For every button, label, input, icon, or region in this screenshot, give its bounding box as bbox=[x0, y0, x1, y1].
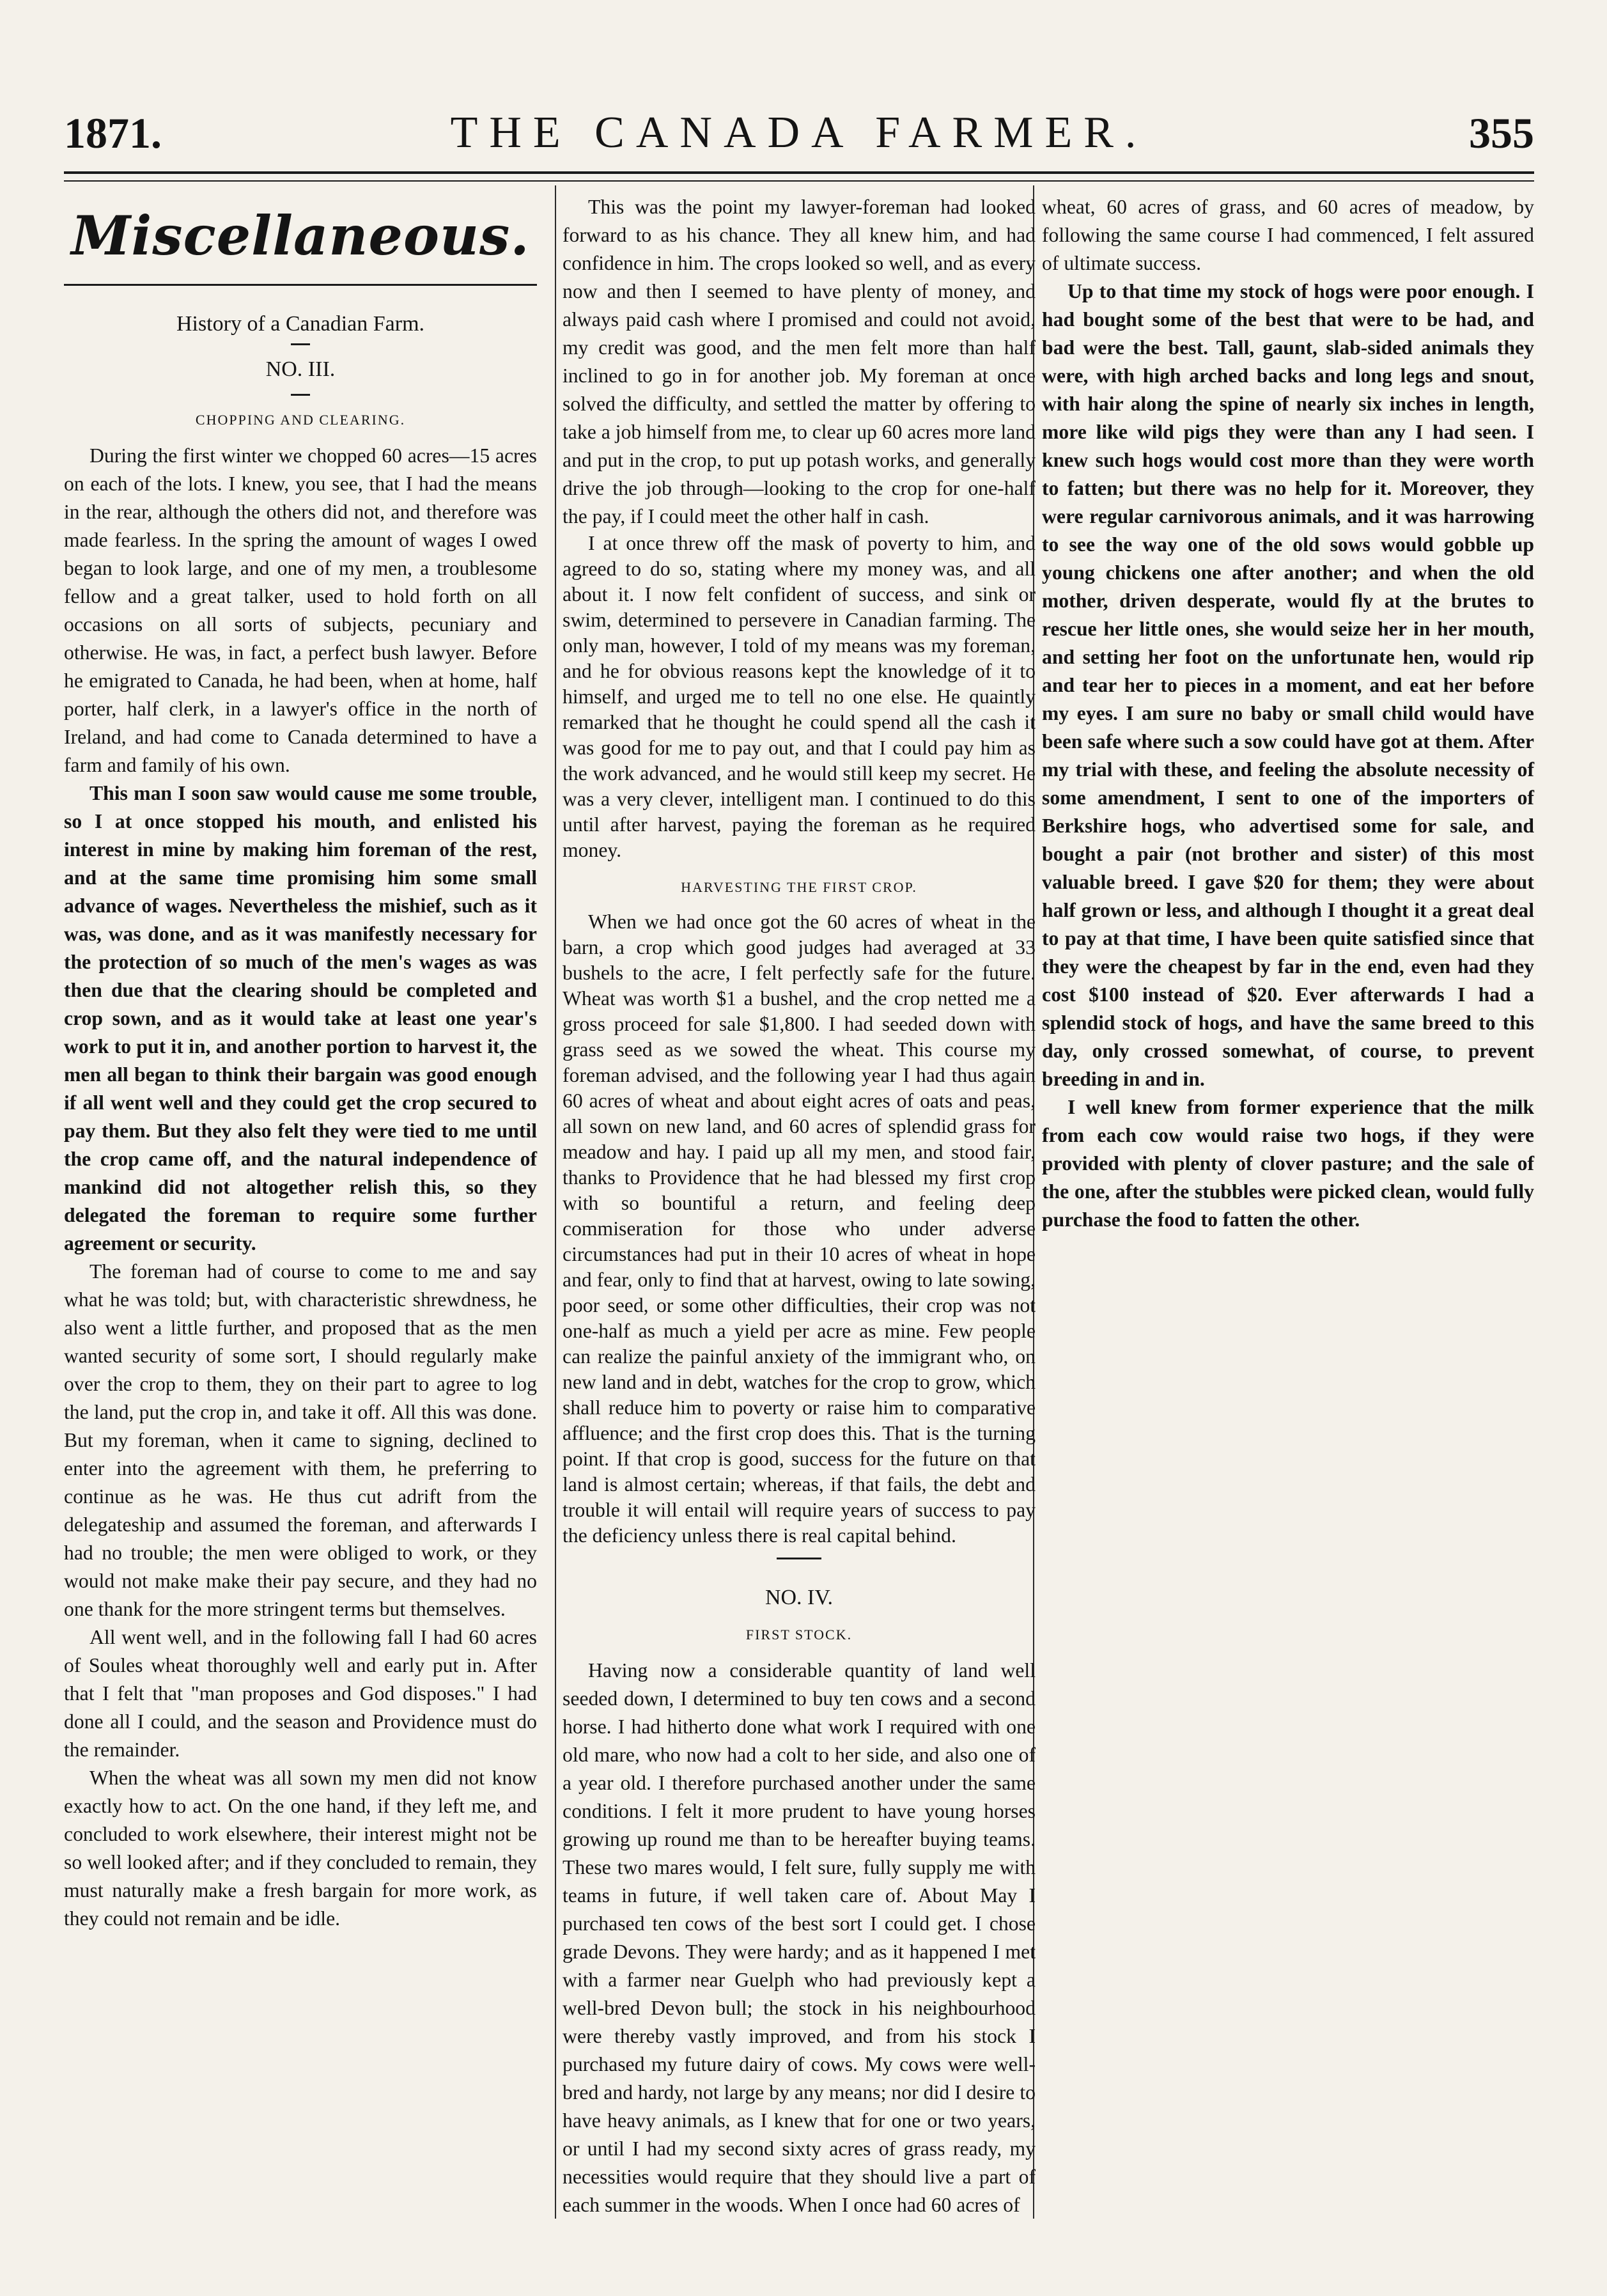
paragraph: All went well, and in the following fall I had 60 acres of Soules wheat thoroughly well and early put in. After that I felt that "man proposes and God disposes." I had done all I could, and the season and Providence must do the remainder. bbox=[64, 1626, 537, 1761]
column-1 bbox=[64, 193, 537, 1933]
section-title: Miscellaneous. bbox=[71, 204, 530, 267]
section-rule bbox=[64, 284, 537, 286]
subheading-first-stock: FIRST STOCK. bbox=[745, 1627, 853, 1643]
part-dash bbox=[291, 394, 310, 396]
paragraph-continued: wheat, 60 acres of grass, and 60 acres of meadow, by following the same course I had commenced, I felt assured of ultimate success. bbox=[1042, 196, 1534, 274]
title-dash bbox=[291, 343, 310, 345]
paragraph: Up to that time my stock of hogs were poor enough. I had bought some of the best that were to be had, and bad were the best. Tall, gaunt, slab-sided animals they were, with high arched backs and long legs and snout, with hair along the spine of nearly six inches in length, more like wild pigs they were than any I had seen. I knew such hogs would cost more than they were worth to fatten; but there was no help for it. Moreover, they were regular carnivorous animals, and it was harrowing to see the way one of the old sows would gobble up young chickens one after another; and when the old mother, driven desperate, would fly at the brutes to rescue her little ones, she would seize her in her mouth, and setting her foot on the unfortunate hen, would rip and tear her to pieces in a moment, and eat her before my eyes. I am sure no baby or small child would have been safe where such a sow could have got at them. After my trial with these, and feeling the absolute necessity of some amendment, I sent to one of the importers of Berkshire hogs, who advertised some for sale, and bought a pair (not brother and sister) of this most valuable breed. I gave $20 for them; they were about half grown or less, and although I thought it a great deal to pay at that time, I have been quite satisfied since that they were the cheapest by far in the end, even had they cost $100 instead of $20. Ever afterwards I had a splendid stock of hogs, and have the same breed to this day, only crossed somewhat, of course, to prevent breeding in and in. bbox=[1042, 280, 1534, 1090]
paragraph: During the first winter we chopped 60 acres—15 acres on each of the lots. I knew, you see, that I had the means in the rear, although the others did not, and therefore was made fearless. In the spring the amount of wages I owed began to look large, and one of my men, a troublesome fellow and a great talker, used to hold forth on all occasions on all sorts of subjects, pecuniary and otherwise. He was, in fact, a perfect bush lawyer. Before he emigrated to Canada, he had been, when at home, half porter, half clerk, in a lawyer's office in the north of Ireland, and had come to Canada determined to have a farm and family of his own. bbox=[64, 444, 537, 776]
paragraph: I at once threw off the mask of poverty to him, and agreed to do so, stating where my money was, and all about it. I now felt confident of success, and sink or swim, determined to persevere in Canadian farming. The only man, however, I told of my means was my foreman, and he for obvious reasons kept the knowledge of it to himself, and urged me to tell no one else. He quaintly remarked that he thought he could spend all the cash it was good for me to pay out, and that I could pay him as the work advanced, and he would still keep my secret. He was a very clever, intelligent man. I continued to do this until after harvest, paying the foreman as he required money. bbox=[563, 532, 1036, 861]
part-number-3: NO. III. bbox=[265, 357, 336, 381]
paragraph: When the wheat was all sown my men did not know exactly how to act. On the one hand, if they left me, and concluded to work elsewhere, their interest might not be so well looked after; and if they concluded to remain, they must naturally make a fresh bargain for more work, as they could not remain and be idle. bbox=[64, 1767, 538, 1930]
paragraph: When we had once got the 60 acres of wheat in the barn, a crop which good judges had averaged at 33 bushels to the acre, I felt perfectly safe for the future. Wheat was worth $1 a bushel, and the crop netted me a gross proceed for sale $1,800. I had seeded down with grass seed as we sowed the wheat. This course my foreman advised, and the following year I had thus again 60 acres of wheat and about eight acres of oats and peas, all sown on new land, and 60 acres of splendid grass for meadow and hay. I paid up all my men, and stood fair, thanks to Providence that he had blessed my first crop with so bountiful a return, and feeling deep commiseration for those who under adverse circumstances had put in their 10 acres of wheat in hope and fear, only to find that at harvest, owing to late sowing, poor seed, or some other difficulties, their crop was not one-half as much a yield per acre as mine. Few people can realize the painful anxiety of the immigrant who, on new land and in debt, watches for the crop to grow, which shall reduce him to poverty or raise him to comparative affluence; and the first crop does this. That is the turning point. If that crop is good, success for the future on that land is almost certain; whereas, if that fails, the debt and trouble it will entail will require years of success to pay the deficiency unless there is real capital behind. bbox=[563, 910, 1036, 1547]
subheading-harvesting: HARVESTING THE FIRST CROP. bbox=[681, 879, 917, 895]
article-divider bbox=[777, 1558, 821, 1559]
paragraph: I well knew from former experience that the milk from each cow would raise two hogs, if they were provided with plenty of clover pasture; and the sale of the one, after the stubbles were picked clean, would fully purchase the food to fatten the other. bbox=[1042, 1096, 1534, 1231]
paragraph: This man I soon saw would cause me some trouble, so I at once stopped his mouth, and enlisted his interest in mine by making him foreman of the rest, and at the same time promising him some small advance of wages. Nevertheless the mishief, such as it was, was done, and as it was manifestly necessary for the protection of so much of the men's wages as was then due that the clearing should be completed and crop sown, and as it would take at least one year's work to put it in, and another portion to harvest it, the men all began to think their bargain was good enough if all went well and they could get the crop secured to pay them. But they also felt they were tied to me until the crop came off, and the natural independence of mankind did not altogether relish this, so they delegated the foreman to require some further agreement or security. bbox=[64, 782, 537, 1254]
article-title: History of a Canadian Farm. bbox=[176, 312, 425, 336]
masthead-rule-top bbox=[64, 171, 1534, 174]
newspaper-title: THE CANADA FARMER. bbox=[450, 108, 1148, 157]
issue-year: 1871. bbox=[64, 109, 162, 157]
column-2 bbox=[563, 193, 1036, 2219]
paragraph: The foreman had of course to come to me and say what he was told; but, with characteristic shrewdness, he also went a little further, and proposed that as the men wanted security of some sort, I should regularly make over the crop to them, they on their part to agree to log the land, put the crop in, and take it off. All this was done. But my foreman, when it came to signing, declined to enter into the agreement with them, he preferring to continue as he was. He thus cut adrift from the delegateship and assumed the foreman, and afterwards I had no trouble; the men were obliged to work, or they would not make make their pay secure, and they had no one thank for the more stringent terms but themselves. bbox=[64, 1260, 537, 1620]
column-divider-1 bbox=[555, 185, 556, 2219]
paragraph: Having now a considerable quantity of land well seeded down, I determined to buy ten cows and a second horse. I had hitherto done what work I required with one old mare, who now had a colt to her side, and also one of a year old. I therefore purchased another under the same conditions. I felt it more prudent to have young horses growing up round me than to be hereafter buying teams. These two mares would, I felt sure, fully supply me with teams in future, if well taken care of. About May I purchased ten cows of the best sort I could get. I chose grade Devons. They were hardy; and as it happened I met with a farmer near Guelph who had previously kept a well-bred Devon bull; the stock in his neighbourhood were thereby vastly improved, and from his stock I purchased my future dairy of cows. My cows were well-bred and hardy, not large by any means; nor did I desire to have heavy animals, as I knew that for one or two years, or until I had my second sixty acres of grass ready, my necessities would require that they should live a part of each summer in the woods. When I once had 60 acres of bbox=[563, 1659, 1036, 2216]
masthead-rule-bottom bbox=[64, 180, 1534, 182]
column-3 bbox=[1042, 193, 1534, 1234]
page-number: 355 bbox=[1469, 109, 1534, 157]
part-number-4: NO. IV. bbox=[765, 1586, 834, 1609]
paragraph: This was the point my lawyer-foreman had looked forward to as his chance. They all knew him, and had confidence in him. The crops looked so well, and as every now and then I seemed to have plenty of money, and always paid cash where I promised and could not avoid, my credit was good, and the men felt more than half inclined to go in for another job. My foreman at once solved the difficulty, and settled the matter by offering to take a job himself from me, to clear up 60 acres more land and put in the crop, to put up potash works, and generally drive the job through—looking to the crop for one-half the pay, if I could meet the other half in cash. bbox=[563, 196, 1036, 527]
subheading-chopping: CHOPPING AND CLEARING. bbox=[195, 412, 406, 428]
masthead bbox=[64, 82, 1534, 165]
